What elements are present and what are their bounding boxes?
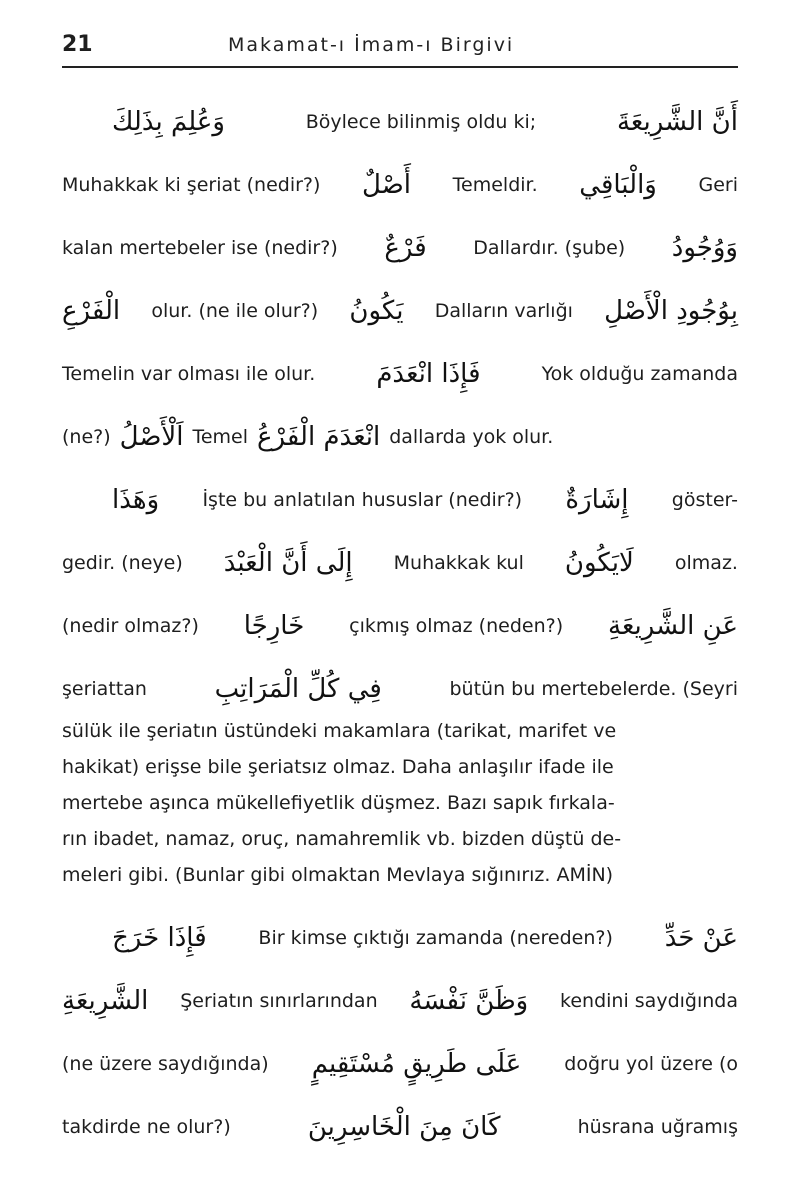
text-line <box>62 792 738 828</box>
arabic-phrase: بِوُجُودِ الْأَصْلِ <box>604 295 738 326</box>
text-line <box>62 1095 738 1158</box>
translation-text: (ne üzere saydığında) <box>62 1052 269 1075</box>
translation-text: (nedir olmaz?) <box>62 614 199 637</box>
text-line <box>62 594 738 657</box>
text-line <box>62 279 738 342</box>
translation-text: meleri gibi. (Bunlar gibi olmaktan Mevlaya sığınırız. AMİN) <box>62 864 614 886</box>
translation-text: Geri <box>698 173 738 196</box>
translation-text: Temelin var olması ile olur. <box>62 362 316 385</box>
text-line <box>62 153 738 216</box>
translation-text: dallarda yok olur. <box>389 425 554 448</box>
translation-text: İşte bu anlatılan hususlar (nedir?) <box>202 488 523 511</box>
text-line <box>62 906 738 969</box>
text-line <box>62 90 738 153</box>
arabic-phrase: فَإِذَا انْعَدَمَ <box>376 358 481 389</box>
translation-text: hakikat) erişse bile şeriatsız olmaz. Daha anlaşılır ifade ile <box>62 756 614 778</box>
arabic-phrase: انْعَدَمَ الْفَرْعُ <box>257 421 381 452</box>
body-text <box>62 906 738 1158</box>
text-line <box>62 531 738 594</box>
text-line <box>62 828 738 864</box>
text-line <box>62 657 738 720</box>
arabic-phrase: عَنِ الشَّرِيعَةِ <box>608 610 738 641</box>
translation-text: gedir. (neye) <box>62 551 183 574</box>
translation-text: Şeriatın sınırlarından <box>180 989 378 1012</box>
page-number: 21 <box>62 32 93 57</box>
text-line <box>62 864 738 900</box>
arabic-phrase: عَلَى طَرِيقٍ مُسْتَقِيمٍ <box>311 1048 522 1079</box>
arabic-phrase: وَهَذَا <box>112 484 160 515</box>
arabic-phrase: عَنْ حَدِّ <box>664 922 738 953</box>
arabic-phrase: فَإِذَا خَرَجَ <box>112 922 207 953</box>
arabic-phrase: وَوُجُودُ <box>671 232 738 263</box>
translation-text: takdirde ne olur?) <box>62 1115 231 1138</box>
text-line <box>62 1032 738 1095</box>
translation-text: rın ibadet, namaz, oruç, namahremlik vb. bizden düştü de- <box>62 828 622 850</box>
arabic-phrase: إِشَارَةٌ <box>565 484 629 515</box>
arabic-phrase: خَارِجًا <box>243 610 305 641</box>
translation-text: Dallardır. (şube) <box>473 236 626 259</box>
arabic-phrase: الْفَرْعِ <box>62 295 121 326</box>
arabic-phrase: فِي كُلِّ الْمَرَاتِبِ <box>214 673 382 704</box>
text-line <box>62 756 738 792</box>
text-line <box>62 969 738 1032</box>
translation-text: doğru yol üzere (o <box>564 1052 738 1075</box>
translation-text: Temel <box>192 425 249 448</box>
translation-text: kalan mertebeler ise (nedir?) <box>62 236 338 259</box>
translation-text: olur. (ne ile olur?) <box>151 299 319 322</box>
text-line <box>62 720 738 756</box>
text-line <box>62 342 738 405</box>
arabic-phrase: كَانَ مِنَ الْخَاسِرِينَ <box>307 1111 501 1142</box>
translation-text: hüsrana uğramış <box>577 1115 738 1138</box>
arabic-phrase: يَكُونُ <box>349 295 404 326</box>
arabic-phrase: وَعُلِمَ بِذَلِكَ <box>112 106 225 137</box>
arabic-phrase: أَنَّ الشَّرِيعَةَ <box>616 106 738 137</box>
text-line <box>62 216 738 279</box>
text-line <box>62 468 738 531</box>
arabic-phrase: إِلَى أَنَّ الْعَبْدَ <box>223 547 353 578</box>
translation-text: sülük ile şeriatın üstündeki makamlara (tarikat, marifet ve <box>62 720 617 742</box>
translation-text: mertebe aşınca mükellefiyetlik düşmez. Bazı sapık fırkala- <box>62 792 615 814</box>
translation-text: Bir kimse çıktığı zamanda (nereden?) <box>258 926 613 949</box>
arabic-phrase: وَالْبَاقِي <box>579 169 657 200</box>
arabic-phrase: فَرْعٌ <box>384 232 427 263</box>
translation-text: kendini saydığında <box>560 989 738 1012</box>
text-line <box>62 405 738 468</box>
translation-text: Muhakkak kul <box>393 551 524 574</box>
translation-text: şeriattan <box>62 677 147 700</box>
body-text <box>62 468 738 900</box>
page-header <box>62 22 738 68</box>
body-text <box>62 90 738 468</box>
translation-text: bütün bu mertebelerde. (Seyri <box>449 677 738 700</box>
translation-text: göster- <box>671 488 738 511</box>
translation-text: Böylece bilinmiş oldu ki; <box>305 110 537 133</box>
arabic-phrase: أَصْلٌ <box>362 169 412 200</box>
translation-text: olmaz. <box>674 551 738 574</box>
arabic-phrase: وَظَنَّ نَفْسَهُ <box>409 985 529 1016</box>
running-title: Makamat-ı İmam-ı Birgivi <box>228 34 515 56</box>
translation-text: Muhakkak ki şeriat (nedir?) <box>62 173 321 196</box>
translation-text: Yok olduğu zamanda <box>541 362 738 385</box>
arabic-phrase: لَايَكُونُ <box>564 547 634 578</box>
translation-text: çıkmış olmaz (neden?) <box>349 614 564 637</box>
arabic-phrase: اَلْأَصْلُ <box>119 421 184 452</box>
translation-text: Temeldir. <box>452 173 538 196</box>
translation-text: (ne?) <box>62 425 111 448</box>
arabic-phrase: الشَّرِيعَةِ <box>62 985 149 1016</box>
translation-text: Dalların varlığı <box>434 299 573 322</box>
